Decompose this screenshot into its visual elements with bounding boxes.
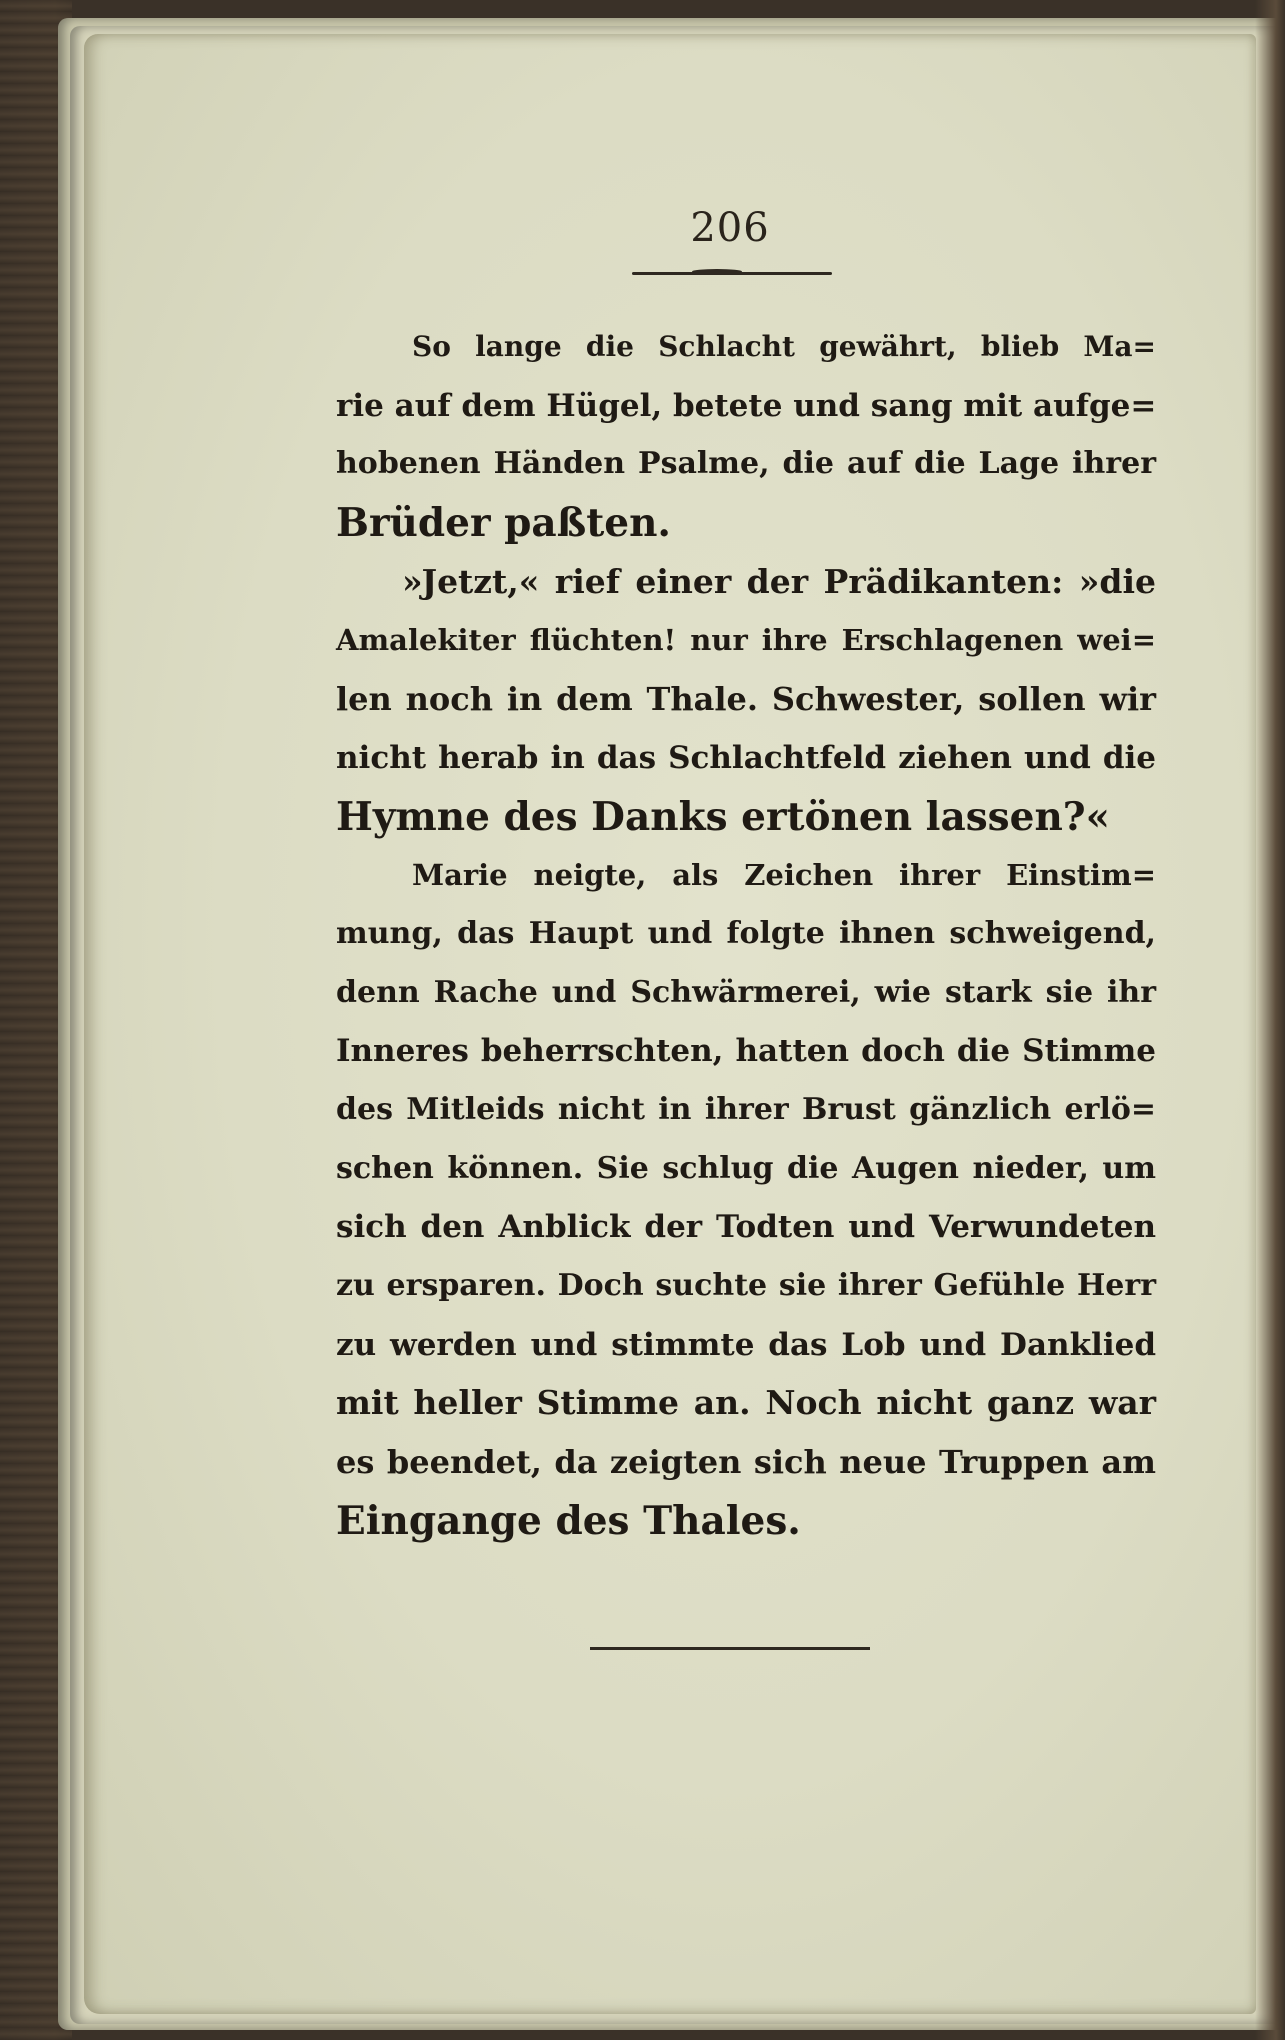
text-line: Brüder paßten. <box>336 500 672 547</box>
text-line: zu ersparen. Doch suchte sie ihrer Gefühle Herr <box>336 1268 1156 1303</box>
text-line: So lange die Schlacht gewährt, blieb Ma= <box>412 330 1156 363</box>
text-line: Inneres beherrschten, hatten doch die Stimme <box>336 1033 1156 1070</box>
text-line: rie auf dem Hügel, betete und sang mit aufge= <box>336 387 1157 424</box>
text-line: Marie neigte, als Zeichen ihrer Einstim= <box>412 858 1156 893</box>
text-line: es beendet, da zeigten sich neue Truppen am <box>336 1443 1156 1482</box>
page-number: 206 <box>690 205 770 251</box>
text-line: des Mitleids nicht in ihrer Brust gänzlich erlö= <box>336 1091 1156 1127</box>
text-line: mung, das Haupt und folgte ihnen schweigend, <box>336 915 1156 951</box>
text-line: »Jetzt,« rief einer der Prädikanten: »die <box>402 561 1156 601</box>
header-rule <box>632 272 832 275</box>
end-rule <box>590 1647 870 1650</box>
text-line: Eingange des Thales. <box>336 1497 801 1544</box>
text-line: len noch in dem Thale. Schwester, sollen wir <box>336 680 1156 719</box>
text-line: sich den Anblick der Todten und Verwundeten <box>336 1209 1156 1246</box>
page-gutter-shadow <box>1255 0 1285 2040</box>
text-line: mit heller Stimme an. Noch nicht ganz war <box>336 1383 1156 1423</box>
text-line: Amalekiter flüchten! nur ihre Erschlagenen wei= <box>336 623 1156 658</box>
text-line: schen können. Sie schlug die Augen nieder, um <box>336 1150 1156 1186</box>
body-text <box>336 318 1156 1550</box>
text-line: hobenen Händen Psalme, die auf die Lage ihrer <box>336 446 1156 482</box>
text-line: nicht herab in das Schlachtfeld ziehen und die <box>336 739 1156 776</box>
text-line: zu werden und stimmte das Lob und Danklied <box>336 1326 1156 1363</box>
text-line: denn Rache und Schwärmerei, wie stark sie ihr <box>336 974 1156 1010</box>
text-line: Hymne des Danks ertönen lassen?« <box>336 793 1111 840</box>
